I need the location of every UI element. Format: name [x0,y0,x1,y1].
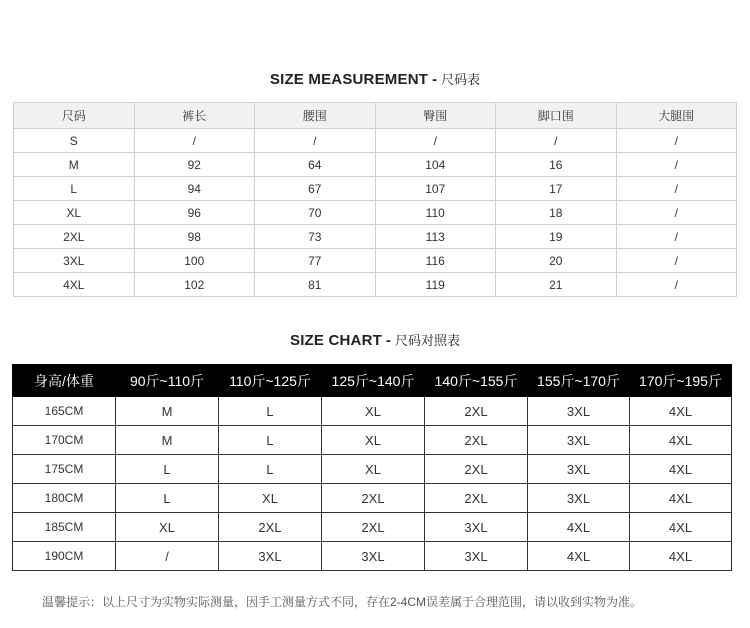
table-row [14,225,737,249]
column-header: 大腿围 [616,103,737,129]
size-measurement-title-en: SIZE MEASUREMENT [269,71,429,88]
table-cell: 2XL [14,225,135,249]
table-cell: 73 [255,225,376,249]
size-chart-title-en: SIZE CHART [289,332,382,349]
table-cell: 170CM [13,426,116,455]
table-cell: 92 [134,153,255,177]
table-cell: 3XL [219,542,322,571]
table-cell: S [14,129,135,153]
table-cell: / [255,129,376,153]
table-cell: 2XL [425,455,528,484]
table-cell: 3XL [322,542,425,571]
table-cell: 2XL [425,426,528,455]
table-cell: 102 [134,273,255,297]
table-cell: L [116,455,219,484]
table-row [13,513,732,542]
table-cell: 110 [375,201,496,225]
title-separator: - [385,332,391,349]
size-chart-title [0,330,750,349]
table-cell: 4XL [528,513,630,542]
size-chart-title-cn: 尺码对照表 [394,333,460,348]
table-cell: L [14,177,135,201]
table-row [13,542,732,571]
table-cell: 77 [255,249,376,273]
table-cell: M [14,153,135,177]
table-cell: XL [322,397,425,426]
size-measurement-table [13,102,737,297]
table-row [14,177,737,201]
table-cell: 2XL [322,484,425,513]
table-row [13,484,732,513]
table-cell: 16 [496,153,617,177]
table-header-row [14,103,737,129]
table-cell: 4XL [630,426,732,455]
table-cell: 185CM [13,513,116,542]
table-cell: L [219,455,322,484]
table-cell: / [616,129,737,153]
table-cell: XL [322,426,425,455]
size-measurement-title-cn: 尺码表 [441,72,481,87]
column-header: 155斤~170斤 [528,365,630,397]
table-cell: 3XL [528,426,630,455]
column-header: 90斤~110斤 [116,365,219,397]
table-cell: / [616,273,737,297]
table-cell: 165CM [13,397,116,426]
table-cell: 20 [496,249,617,273]
table-cell: 64 [255,153,376,177]
table-cell: 2XL [322,513,425,542]
table-row [14,273,737,297]
title-separator: - [432,71,438,88]
table-cell: 3XL [14,249,135,273]
table-cell: 116 [375,249,496,273]
table-cell: 17 [496,177,617,201]
column-header: 125斤~140斤 [322,365,425,397]
table-cell: 4XL [630,484,732,513]
table-cell: 81 [255,273,376,297]
table-cell: / [616,177,737,201]
table-cell: XL [116,513,219,542]
table-row [14,153,737,177]
table-cell: / [496,129,617,153]
table-cell: / [616,249,737,273]
table-cell: 119 [375,273,496,297]
column-header: 170斤~195斤 [630,365,732,397]
table-cell: / [116,542,219,571]
table-cell: 3XL [425,513,528,542]
column-header: 臀围 [375,103,496,129]
table-cell: M [116,397,219,426]
table-cell: 104 [375,153,496,177]
table-cell: 4XL [630,542,732,571]
table-row [13,397,732,426]
column-header: 裤长 [134,103,255,129]
table-cell: / [134,129,255,153]
table-cell: 67 [255,177,376,201]
table-cell: XL [14,201,135,225]
table-cell: 70 [255,201,376,225]
table-cell: 19 [496,225,617,249]
table-cell: 113 [375,225,496,249]
table-cell: M [116,426,219,455]
column-header: 脚口围 [496,103,617,129]
table-cell: 2XL [425,484,528,513]
size-measurement-title [0,69,750,88]
column-header: 尺码 [14,103,135,129]
table-row [13,426,732,455]
table-cell: 98 [134,225,255,249]
table-cell: / [616,153,737,177]
table-row [13,455,732,484]
table-cell: 2XL [425,397,528,426]
table-cell: 3XL [528,484,630,513]
table-cell: 4XL [630,397,732,426]
table-cell: 3XL [528,455,630,484]
table-cell: 94 [134,177,255,201]
table-header-row [13,365,732,397]
table-cell: 4XL [14,273,135,297]
table-cell: 18 [496,201,617,225]
table-cell: 21 [496,273,617,297]
table-cell: 96 [134,201,255,225]
table-cell: 2XL [219,513,322,542]
table-cell: L [219,426,322,455]
table-cell: 107 [375,177,496,201]
table-cell: L [116,484,219,513]
column-header: 腰围 [255,103,376,129]
column-header: 110斤~125斤 [219,365,322,397]
table-row [14,129,737,153]
table-cell: L [219,397,322,426]
table-cell: XL [322,455,425,484]
size-chart-table [12,364,732,571]
table-cell: 100 [134,249,255,273]
table-cell: / [616,225,737,249]
table-cell: 3XL [528,397,630,426]
table-cell: 190CM [13,542,116,571]
table-cell: 4XL [630,455,732,484]
table-cell: XL [219,484,322,513]
table-cell: 175CM [13,455,116,484]
table-cell: 4XL [528,542,630,571]
column-header: 140斤~155斤 [425,365,528,397]
column-header: 身高/体重 [13,365,116,397]
table-cell: 180CM [13,484,116,513]
table-cell: / [616,201,737,225]
table-cell: / [375,129,496,153]
measurement-note: 温馨提示：以上尺寸为实物实际测量，因手工测量方式不同，存在2-4CM误差属于合理范围，请以收到实物为准。 [42,595,643,609]
table-row [14,249,737,273]
table-cell: 4XL [630,513,732,542]
table-cell: 3XL [425,542,528,571]
table-row [14,201,737,225]
